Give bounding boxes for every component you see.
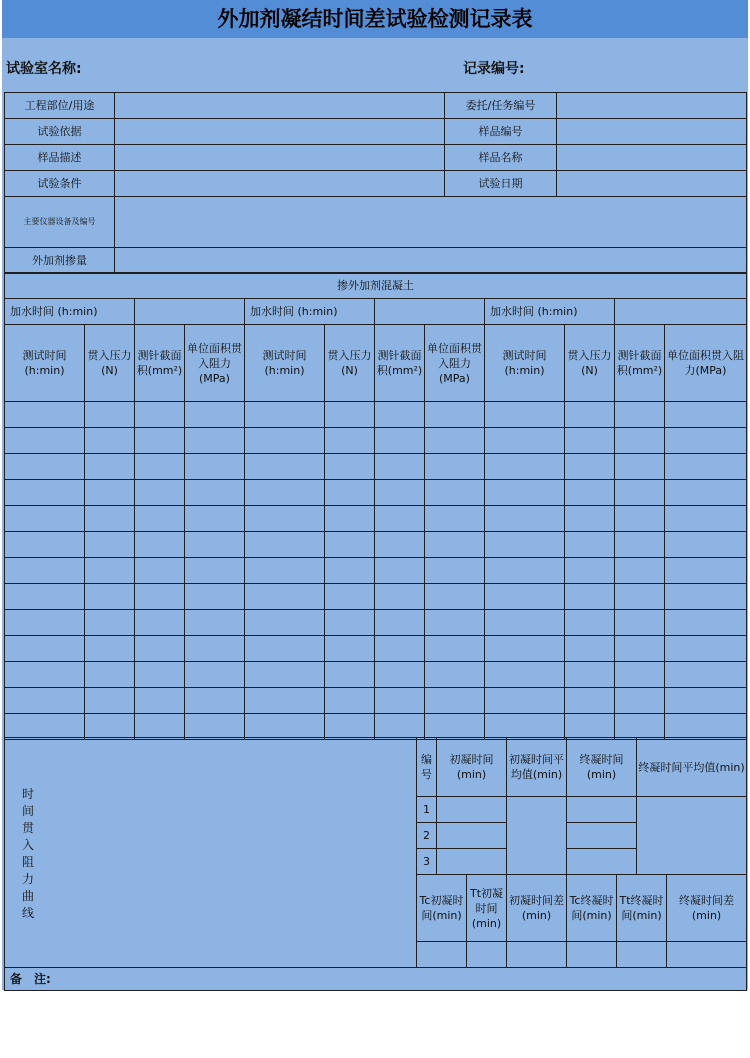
data-cell[interactable] — [425, 636, 485, 662]
data-cell[interactable] — [245, 584, 325, 610]
final-time-2[interactable] — [567, 823, 637, 849]
tc-final-value[interactable] — [567, 942, 617, 968]
data-cell[interactable] — [665, 402, 747, 428]
data-cell[interactable] — [665, 714, 747, 740]
col-test-time-3: 测试时间(h:min) — [485, 325, 565, 402]
table-row — [5, 506, 747, 532]
data-cell[interactable] — [565, 402, 615, 428]
data-cell[interactable] — [185, 688, 245, 714]
data-cell[interactable] — [375, 480, 425, 506]
data-cell[interactable] — [85, 714, 135, 740]
test-condition-field[interactable] — [115, 171, 445, 197]
data-cell[interactable] — [375, 506, 425, 532]
data-cell[interactable] — [5, 610, 85, 636]
lab-name-label: 试验室名称: — [6, 61, 82, 77]
data-cell[interactable] — [375, 584, 425, 610]
data-cell[interactable] — [185, 506, 245, 532]
add-water-time-field-2[interactable] — [375, 299, 485, 325]
data-cell[interactable] — [245, 714, 325, 740]
data-cell[interactable] — [325, 558, 375, 584]
data-cell[interactable] — [565, 454, 615, 480]
table-row — [5, 584, 747, 610]
data-cell[interactable] — [5, 584, 85, 610]
data-cell[interactable] — [5, 662, 85, 688]
initial-diff-value[interactable] — [507, 942, 567, 968]
data-cell[interactable] — [615, 402, 665, 428]
data-cell[interactable] — [85, 584, 135, 610]
tc-initial-header: Tc初凝时间(min) — [417, 875, 467, 942]
final-time-header: 终凝时间(min) — [567, 738, 637, 797]
tc-initial-value[interactable] — [417, 942, 467, 968]
data-cell[interactable] — [85, 506, 135, 532]
data-cell[interactable] — [325, 506, 375, 532]
data-cell[interactable] — [325, 402, 375, 428]
data-cell[interactable] — [245, 610, 325, 636]
curve-label: 时间贯入阻力曲线 — [22, 787, 35, 920]
tt-final-header: Tt终凝时间(min) — [617, 875, 667, 942]
sample-name-label: 样品名称 — [445, 145, 557, 171]
penetration-table — [4, 272, 747, 740]
table-row — [5, 636, 747, 662]
main-equipment-label: 主要仪器设备及编号 — [5, 197, 115, 248]
data-cell[interactable] — [615, 558, 665, 584]
data-cell[interactable] — [615, 636, 665, 662]
data-cell[interactable] — [665, 636, 747, 662]
data-cell[interactable] — [485, 584, 565, 610]
data-cell[interactable] — [665, 454, 747, 480]
col-area-1: 测针截面积(mm²) — [135, 325, 185, 402]
table-row — [5, 480, 747, 506]
final-time-3[interactable] — [567, 849, 637, 875]
initial-time-2[interactable] — [437, 823, 507, 849]
data-cell[interactable] — [325, 714, 375, 740]
data-cell[interactable] — [5, 532, 85, 558]
data-cell[interactable] — [425, 714, 485, 740]
data-cell[interactable] — [665, 428, 747, 454]
data-cell[interactable] — [425, 584, 485, 610]
data-cell[interactable] — [375, 428, 425, 454]
data-cell[interactable] — [565, 688, 615, 714]
table-row — [5, 662, 747, 688]
section-title: 掺外加剂混凝土 — [5, 273, 747, 299]
data-cell[interactable] — [375, 714, 425, 740]
data-cell[interactable] — [425, 610, 485, 636]
data-cell[interactable] — [375, 454, 425, 480]
data-cell[interactable] — [135, 688, 185, 714]
data-cell[interactable] — [245, 558, 325, 584]
col-test-time-2: 测试时间(h:min) — [245, 325, 325, 402]
data-cell[interactable] — [135, 480, 185, 506]
data-cell[interactable] — [425, 402, 485, 428]
data-cell[interactable] — [135, 558, 185, 584]
data-cell[interactable] — [485, 454, 565, 480]
data-cell[interactable] — [375, 636, 425, 662]
initial-time-3[interactable] — [437, 849, 507, 875]
initial-time-1[interactable] — [437, 797, 507, 823]
data-cell[interactable] — [85, 558, 135, 584]
row-no-3: 3 — [417, 849, 437, 875]
final-diff-value[interactable] — [667, 942, 747, 968]
data-cell[interactable] — [135, 636, 185, 662]
data-cell[interactable] — [375, 610, 425, 636]
record-no-label: 记录编号: — [463, 61, 525, 77]
admixture-dosage-label: 外加剂掺量 — [5, 248, 115, 274]
data-cell[interactable] — [425, 532, 485, 558]
data-cell[interactable] — [565, 558, 615, 584]
data-cell[interactable] — [185, 428, 245, 454]
data-cell[interactable] — [615, 688, 665, 714]
data-cell[interactable] — [135, 610, 185, 636]
data-cell[interactable] — [485, 662, 565, 688]
data-cell[interactable] — [325, 532, 375, 558]
sample-desc-field[interactable] — [115, 145, 445, 171]
data-cell[interactable] — [245, 662, 325, 688]
data-cell[interactable] — [85, 688, 135, 714]
col-pressure-1: 贯入压力(N) — [85, 325, 135, 402]
table-row — [5, 688, 747, 714]
data-cell[interactable] — [325, 610, 375, 636]
initial-time-header: 初凝时间(min) — [437, 738, 507, 797]
data-cell[interactable] — [485, 714, 565, 740]
data-cell[interactable] — [375, 662, 425, 688]
data-cell[interactable] — [325, 688, 375, 714]
test-condition-label: 试验条件 — [5, 171, 115, 197]
data-cell[interactable] — [185, 402, 245, 428]
data-cell[interactable] — [325, 428, 375, 454]
data-cell[interactable] — [665, 662, 747, 688]
data-cell[interactable] — [85, 480, 135, 506]
data-cell[interactable] — [5, 402, 85, 428]
col-resistance-2: 单位面积贯入阻力(MPa) — [425, 325, 485, 402]
data-cell[interactable] — [245, 532, 325, 558]
data-cell[interactable] — [615, 584, 665, 610]
tt-final-value[interactable] — [617, 942, 667, 968]
data-cell[interactable] — [85, 636, 135, 662]
data-cell[interactable] — [485, 428, 565, 454]
data-cell[interactable] — [615, 480, 665, 506]
data-cell[interactable] — [245, 688, 325, 714]
data-cell[interactable] — [665, 688, 747, 714]
data-cell[interactable] — [615, 532, 665, 558]
data-cell[interactable] — [485, 558, 565, 584]
data-cell[interactable] — [185, 610, 245, 636]
data-cell[interactable] — [245, 636, 325, 662]
data-cell[interactable] — [245, 428, 325, 454]
data-cell[interactable] — [185, 532, 245, 558]
data-cell[interactable] — [615, 662, 665, 688]
data-cell[interactable] — [565, 428, 615, 454]
sample-name-field[interactable] — [557, 145, 747, 171]
table-row — [5, 714, 747, 740]
data-cell[interactable] — [665, 506, 747, 532]
col-resistance-3: 单位面积贯入阻力(MPa) — [665, 325, 747, 402]
table-row — [5, 532, 747, 558]
data-cell[interactable] — [665, 558, 747, 584]
row-no-2: 2 — [417, 823, 437, 849]
data-cell[interactable] — [615, 714, 665, 740]
data-cell[interactable] — [135, 506, 185, 532]
test-date-label: 试验日期 — [445, 171, 557, 197]
table-row — [5, 454, 747, 480]
data-cell[interactable] — [85, 402, 135, 428]
data-cell[interactable] — [665, 610, 747, 636]
page-title: 外加剂凝结时间差试验检测记录表 — [2, 0, 748, 38]
data-cell[interactable] — [185, 558, 245, 584]
admixture-dosage-field[interactable] — [115, 248, 747, 274]
data-cell[interactable] — [425, 506, 485, 532]
data-cell[interactable] — [135, 532, 185, 558]
data-cell[interactable] — [565, 714, 615, 740]
data-cell[interactable] — [135, 662, 185, 688]
final-avg-header: 终凝时间平均值(min) — [637, 738, 747, 797]
data-cell[interactable] — [185, 584, 245, 610]
data-cell[interactable] — [135, 714, 185, 740]
data-cell[interactable] — [135, 428, 185, 454]
data-cell[interactable] — [485, 610, 565, 636]
data-cell[interactable] — [245, 454, 325, 480]
data-cell[interactable] — [375, 558, 425, 584]
data-cell[interactable] — [5, 636, 85, 662]
data-cell[interactable] — [485, 480, 565, 506]
add-water-time-label-3: 加水时间 (h:min) — [485, 299, 615, 325]
test-date-field[interactable] — [557, 171, 747, 197]
data-cell[interactable] — [665, 532, 747, 558]
data-cell[interactable] — [85, 662, 135, 688]
col-area-2: 测针截面积(mm²) — [375, 325, 425, 402]
final-avg-value[interactable] — [637, 797, 747, 875]
data-cell[interactable] — [135, 584, 185, 610]
data-cell[interactable] — [565, 480, 615, 506]
record-sheet — [2, 0, 748, 990]
tc-final-header: Tc终凝时间(min) — [567, 875, 617, 942]
data-cell[interactable] — [485, 636, 565, 662]
table-row — [5, 402, 747, 428]
test-basis-field[interactable] — [115, 119, 445, 145]
data-cell[interactable] — [665, 480, 747, 506]
data-cell[interactable] — [85, 610, 135, 636]
data-cell[interactable] — [85, 454, 135, 480]
data-cell[interactable] — [615, 610, 665, 636]
data-cell[interactable] — [135, 454, 185, 480]
data-cell[interactable] — [375, 688, 425, 714]
table-row — [5, 428, 747, 454]
data-cell[interactable] — [425, 428, 485, 454]
col-pressure-3: 贯入压力(N) — [565, 325, 615, 402]
remark-label: 备 注: — [5, 968, 747, 991]
data-cell[interactable] — [135, 402, 185, 428]
data-cell[interactable] — [325, 480, 375, 506]
data-cell[interactable] — [245, 402, 325, 428]
data-cell[interactable] — [565, 584, 615, 610]
data-cell[interactable] — [615, 506, 665, 532]
data-cell[interactable] — [565, 610, 615, 636]
main-equipment-field[interactable] — [115, 197, 747, 248]
data-cell[interactable] — [5, 688, 85, 714]
data-cell[interactable] — [425, 558, 485, 584]
data-cell[interactable] — [185, 636, 245, 662]
final-time-1[interactable] — [567, 797, 637, 823]
add-water-time-label-2: 加水时间 (h:min) — [245, 299, 375, 325]
data-cell[interactable] — [5, 480, 85, 506]
project-part-field[interactable] — [115, 93, 445, 119]
data-cell[interactable] — [615, 428, 665, 454]
data-cell[interactable] — [325, 662, 375, 688]
data-cell[interactable] — [85, 428, 135, 454]
data-cell[interactable] — [85, 532, 135, 558]
data-cell[interactable] — [245, 506, 325, 532]
add-water-time-label-1: 加水时间 (h:min) — [5, 299, 135, 325]
project-part-label: 工程部位/用途 — [5, 93, 115, 119]
data-cell[interactable] — [185, 480, 245, 506]
curve-area — [5, 738, 417, 968]
data-cell[interactable] — [485, 532, 565, 558]
info-table — [4, 92, 747, 274]
tt-initial-header: Tt初凝时间(min) — [467, 875, 507, 942]
col-resistance-1: 单位面积贯入阻力(MPa) — [185, 325, 245, 402]
entrust-no-field[interactable] — [557, 93, 747, 119]
entrust-no-label: 委托/任务编号 — [445, 93, 557, 119]
data-cell[interactable] — [5, 428, 85, 454]
data-cell[interactable] — [425, 454, 485, 480]
initial-avg-header: 初凝时间平均值(min) — [507, 738, 567, 797]
data-cell[interactable] — [5, 558, 85, 584]
data-cell[interactable] — [485, 402, 565, 428]
data-cell[interactable] — [565, 636, 615, 662]
col-test-time-1: 测试时间(h:min) — [5, 325, 85, 402]
data-cell[interactable] — [565, 532, 615, 558]
col-pressure-2: 贯入压力(N) — [325, 325, 375, 402]
data-cell[interactable] — [665, 584, 747, 610]
final-diff-header: 终凝时间差(min) — [667, 875, 747, 942]
sample-no-label: 样品编号 — [445, 119, 557, 145]
no-header: 编号 — [417, 738, 437, 797]
data-cell[interactable] — [245, 480, 325, 506]
data-cell[interactable] — [375, 402, 425, 428]
table-row — [5, 610, 747, 636]
data-cell[interactable] — [5, 506, 85, 532]
data-cell[interactable] — [425, 688, 485, 714]
data-cell[interactable] — [615, 454, 665, 480]
test-basis-label: 试验依据 — [5, 119, 115, 145]
setting-time-table — [4, 737, 747, 991]
sample-desc-label: 样品描述 — [5, 145, 115, 171]
add-water-time-field-1[interactable] — [135, 299, 245, 325]
data-cell[interactable] — [425, 480, 485, 506]
initial-diff-header: 初凝时间差(min) — [507, 875, 567, 942]
data-cell[interactable] — [185, 714, 245, 740]
data-cell[interactable] — [185, 454, 245, 480]
tt-initial-value[interactable] — [467, 942, 507, 968]
data-cell[interactable] — [325, 636, 375, 662]
data-cell[interactable] — [375, 532, 425, 558]
add-water-time-field-3[interactable] — [615, 299, 747, 325]
data-cell[interactable] — [485, 506, 565, 532]
data-cell[interactable] — [425, 662, 485, 688]
data-cell[interactable] — [325, 584, 375, 610]
data-cell[interactable] — [5, 714, 85, 740]
data-cell[interactable] — [565, 506, 615, 532]
row-no-1: 1 — [417, 797, 437, 823]
data-cell[interactable] — [5, 454, 85, 480]
data-cell[interactable] — [485, 688, 565, 714]
initial-avg-value[interactable] — [507, 797, 567, 875]
col-area-3: 测针截面积(mm²) — [615, 325, 665, 402]
table-row — [5, 558, 747, 584]
data-cell[interactable] — [185, 662, 245, 688]
data-cell[interactable] — [565, 662, 615, 688]
sample-no-field[interactable] — [557, 119, 747, 145]
data-cell[interactable] — [325, 454, 375, 480]
